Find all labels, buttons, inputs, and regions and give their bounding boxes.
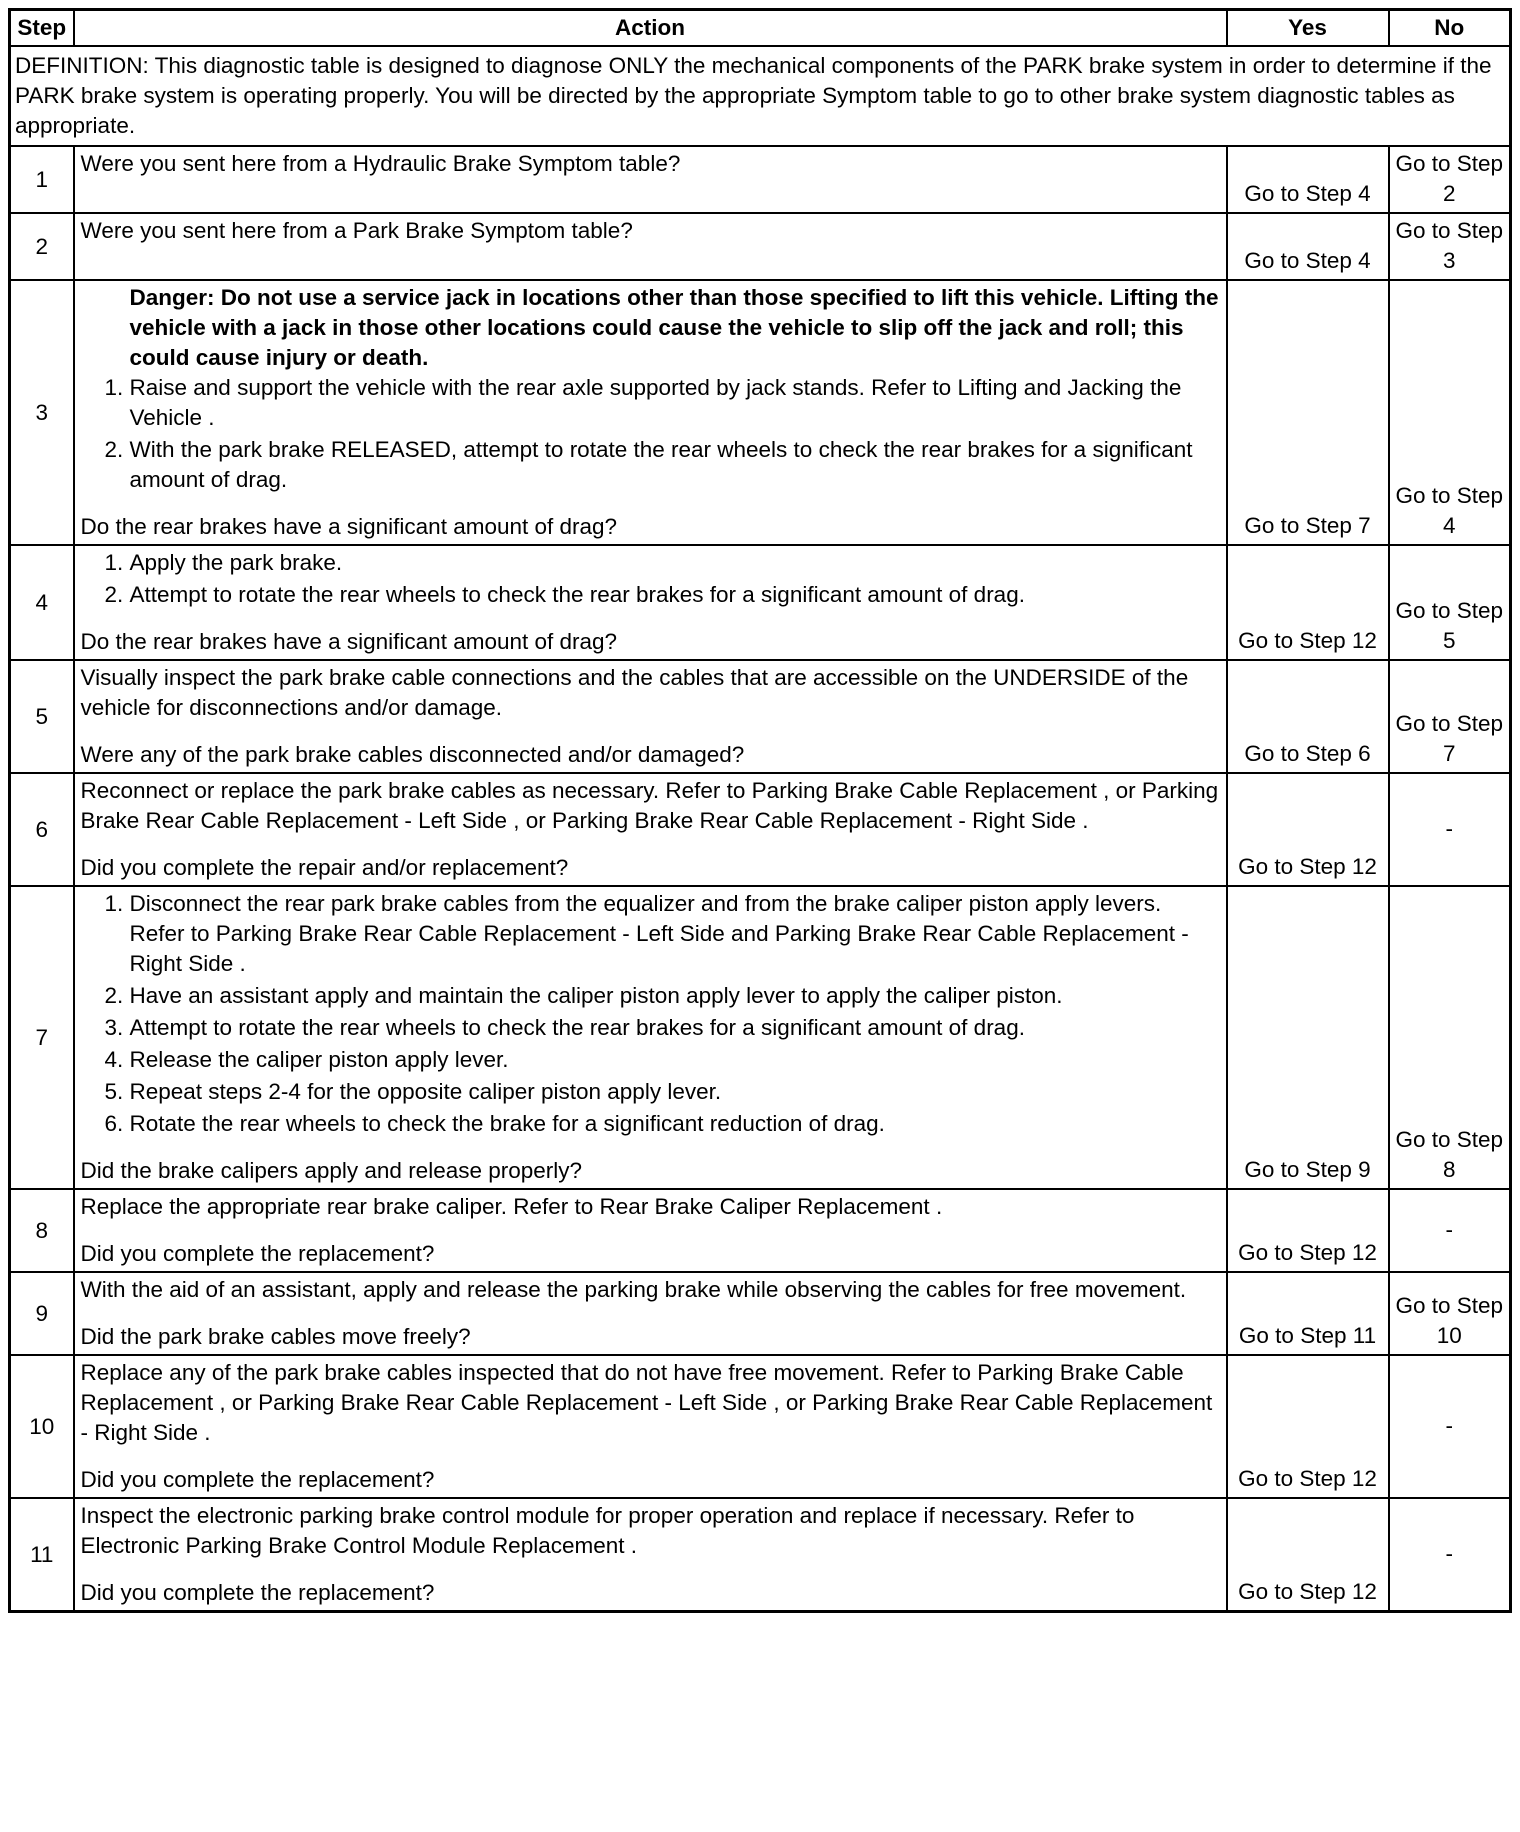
yes-result: Go to Step 12 xyxy=(1227,1498,1389,1612)
step-question: Did you complete the replacement? xyxy=(80,1241,435,1266)
step-question: Did the park brake cables move freely? xyxy=(80,1324,471,1349)
yes-result: Go to Step 12 xyxy=(1227,545,1389,660)
step-row xyxy=(10,660,1511,773)
action-list-item: 6. Rotate the rear wheels to check the brake for a significant reduction of drag. xyxy=(130,1109,1220,1139)
step-row xyxy=(10,773,1511,886)
step-question: Did the brake calipers apply and release properly? xyxy=(80,1158,583,1183)
step-action xyxy=(74,773,1227,886)
step-number: 1 xyxy=(10,146,74,213)
step-row xyxy=(10,213,1511,280)
step-question: Did you complete the replacement? xyxy=(80,1467,435,1492)
no-result: Go to Step 5 xyxy=(1389,545,1511,660)
step-number: 4 xyxy=(10,545,74,660)
step-row xyxy=(10,1272,1511,1355)
header-action: Action xyxy=(74,10,1227,47)
action-list-item: 3. Attempt to rotate the rear wheels to check the rear brakes for a significant amount of drag. xyxy=(130,1013,1220,1043)
step-question: Do the rear brakes have a significant amount of drag? xyxy=(80,514,618,539)
yes-result: Go to Step 9 xyxy=(1227,886,1389,1189)
yes-result: Go to Step 7 xyxy=(1227,280,1389,545)
header-yes: Yes xyxy=(1227,10,1389,47)
action-list xyxy=(81,548,1220,610)
step-question: Were any of the park brake cables disconnected and/or damaged? xyxy=(80,742,745,767)
action-list-item: 1. Raise and support the vehicle with the rear axle supported by jack stands. Refer to Lifting and Jacking the Vehicle . xyxy=(130,373,1220,433)
action-text: Reconnect or replace the park brake cables as necessary. Refer to Parking Brake Cable Replacement , or Parking Brake Rear Cable Replacement - Left Side , or Parking Brake Rear Cable Replacement - Right Side . xyxy=(80,778,1219,833)
step-number: 7 xyxy=(10,886,74,1189)
no-result: Go to Step 10 xyxy=(1389,1272,1511,1355)
action-text: Replace the appropriate rear brake caliper. Refer to Rear Brake Caliper Replacement . xyxy=(80,1194,943,1219)
step-number: 5 xyxy=(10,660,74,773)
no-result: Go to Step 8 xyxy=(1389,886,1511,1189)
step-question: Do the rear brakes have a significant amount of drag? xyxy=(80,629,618,654)
yes-result: Go to Step 11 xyxy=(1227,1272,1389,1355)
step-row xyxy=(10,280,1511,545)
action-text: Inspect the electronic parking brake control module for proper operation and replace if necessary. Refer to Electronic Parking Brake Control Module Replacement . xyxy=(80,1503,1135,1558)
step-action xyxy=(74,886,1227,1189)
step-row xyxy=(10,1498,1511,1612)
step-number: 6 xyxy=(10,773,74,886)
step-number: 2 xyxy=(10,213,74,280)
yes-result: Go to Step 4 xyxy=(1227,146,1389,213)
step-action xyxy=(74,280,1227,545)
step-row xyxy=(10,545,1511,660)
action-list-item: 2. Have an assistant apply and maintain the caliper piston apply lever to apply the caliper piston. xyxy=(130,981,1220,1011)
action-list-item: 1. Disconnect the rear park brake cables from the equalizer and from the brake caliper piston apply levers. Refer to Parking Brake Rear Cable Replacement - Left Side and Parking Brake Rear Cable Replacement - Right Side . xyxy=(130,889,1220,979)
no-result: Go to Step 7 xyxy=(1389,660,1511,773)
action-list xyxy=(81,373,1220,495)
danger-notice: Danger: Do not use a service jack in locations other than those specified to lift this vehicle. Lifting the vehicle with a jack in those other locations could cause the vehicle to slip off the jack and roll; this could cause injury or death. xyxy=(129,285,1219,370)
action-list-item: 5. Repeat steps 2-4 for the opposite caliper piston apply lever. xyxy=(130,1077,1220,1107)
action-list xyxy=(81,889,1220,1139)
header-step: Step xyxy=(10,10,74,47)
action-text: Were you sent here from a Park Brake Symptom table? xyxy=(80,218,633,243)
step-number: 9 xyxy=(10,1272,74,1355)
step-row xyxy=(10,886,1511,1189)
action-list-item: 1. Apply the park brake. xyxy=(130,548,1220,578)
step-row xyxy=(10,1355,1511,1498)
action-text: Were you sent here from a Hydraulic Brake Symptom table? xyxy=(80,151,681,176)
action-text: Replace any of the park brake cables inspected that do not have free movement. Refer to Parking Brake Cable Replacement , or Parking Brake Rear Cable Replacement - Left Side , or Parking Brake Rear Cable Replacement - Right Side . xyxy=(80,1360,1213,1445)
action-list-item: 2. Attempt to rotate the rear wheels to check the rear brakes for a significant amount of drag. xyxy=(130,580,1220,610)
step-question: Did you complete the replacement? xyxy=(80,1580,435,1605)
step-number: 10 xyxy=(10,1355,74,1498)
definition-row xyxy=(10,46,1511,146)
action-text: With the aid of an assistant, apply and release the parking brake while observing the cables for free movement. xyxy=(80,1277,1187,1302)
step-number: 3 xyxy=(10,280,74,545)
yes-result: Go to Step 12 xyxy=(1227,773,1389,886)
step-row xyxy=(10,146,1511,213)
yes-result: Go to Step 4 xyxy=(1227,213,1389,280)
step-row xyxy=(10,1189,1511,1272)
step-action xyxy=(74,146,1227,213)
no-result: Go to Step 2 xyxy=(1389,146,1511,213)
yes-result: Go to Step 12 xyxy=(1227,1355,1389,1498)
no-result: - xyxy=(1389,1189,1511,1272)
yes-result: Go to Step 6 xyxy=(1227,660,1389,773)
step-number: 11 xyxy=(10,1498,74,1612)
step-question: Did you complete the repair and/or replacement? xyxy=(80,855,569,880)
diagnostic-table-page xyxy=(8,8,1512,1613)
step-action xyxy=(74,545,1227,660)
step-action xyxy=(74,1189,1227,1272)
no-result: - xyxy=(1389,1355,1511,1498)
diagnostic-table xyxy=(8,8,1512,1613)
no-result: Go to Step 3 xyxy=(1389,213,1511,280)
step-number: 8 xyxy=(10,1189,74,1272)
step-action xyxy=(74,660,1227,773)
action-list-item: 2. With the park brake RELEASED, attempt to rotate the rear wheels to check the rear brakes for a significant amount of drag. xyxy=(130,435,1220,495)
action-text: Visually inspect the park brake cable connections and the cables that are accessible on the UNDERSIDE of the vehicle for disconnections and/or damage. xyxy=(80,665,1189,720)
no-result: - xyxy=(1389,1498,1511,1612)
step-action xyxy=(74,1272,1227,1355)
step-action xyxy=(74,1498,1227,1612)
no-result: - xyxy=(1389,773,1511,886)
step-action xyxy=(74,213,1227,280)
no-result: Go to Step 4 xyxy=(1389,280,1511,545)
step-action xyxy=(74,1355,1227,1498)
definition-text: DEFINITION: This diagnostic table is designed to diagnose ONLY the mechanical components of the PARK brake system in order to determine if the PARK brake system is operating properly. You will be directed by the appropriate Symptom table to go to other brake system diagnostic tables as appropriate. xyxy=(10,46,1511,146)
header-no: No xyxy=(1389,10,1511,47)
yes-result: Go to Step 12 xyxy=(1227,1189,1389,1272)
action-list-item: 4. Release the caliper piston apply lever. xyxy=(130,1045,1220,1075)
header-row xyxy=(10,10,1511,47)
